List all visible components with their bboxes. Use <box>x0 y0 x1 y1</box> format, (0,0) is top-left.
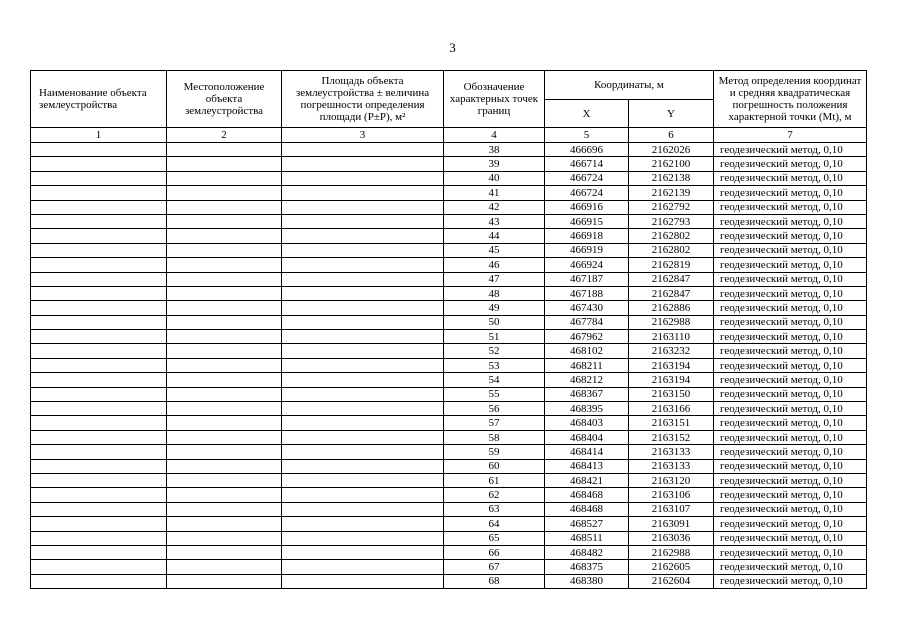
column-index: 5 <box>545 128 629 143</box>
table-row <box>31 272 867 286</box>
object-name-cell <box>31 531 167 545</box>
object-name-cell <box>31 459 167 473</box>
column-index: 6 <box>629 128 714 143</box>
location-cell <box>167 229 282 243</box>
method-cell: геодезический метод, 0,10 <box>714 286 867 300</box>
table-row <box>31 373 867 387</box>
location-cell <box>167 286 282 300</box>
point-number-cell: 50 <box>444 315 545 329</box>
table-row <box>31 473 867 487</box>
location-cell <box>167 258 282 272</box>
table-row <box>31 430 867 444</box>
x-coordinate-cell: 467784 <box>545 315 629 329</box>
object-name-cell <box>31 502 167 516</box>
x-coordinate-cell: 468395 <box>545 402 629 416</box>
y-coordinate-cell: 2162793 <box>629 214 714 228</box>
y-coordinate-cell: 2162604 <box>629 574 714 588</box>
method-cell: геодезический метод, 0,10 <box>714 229 867 243</box>
method-cell: геодезический метод, 0,10 <box>714 502 867 516</box>
area-cell <box>282 330 444 344</box>
table-row <box>31 157 867 171</box>
method-cell: геодезический метод, 0,10 <box>714 301 867 315</box>
area-cell <box>282 502 444 516</box>
location-cell <box>167 545 282 559</box>
table-row <box>31 502 867 516</box>
y-coordinate-cell: 2162819 <box>629 258 714 272</box>
location-cell <box>167 330 282 344</box>
object-name-cell <box>31 445 167 459</box>
header-x: X <box>545 100 629 128</box>
table-row <box>31 545 867 559</box>
y-coordinate-cell: 2163106 <box>629 488 714 502</box>
method-cell: геодезический метод, 0,10 <box>714 373 867 387</box>
y-coordinate-cell: 2163036 <box>629 531 714 545</box>
header-point-designation: Обозначение характерных точек границ <box>444 71 545 128</box>
point-number-cell: 68 <box>444 574 545 588</box>
location-cell <box>167 574 282 588</box>
area-cell <box>282 402 444 416</box>
header-object-name: Наименование объекта землеустройства <box>31 71 167 128</box>
point-number-cell: 59 <box>444 445 545 459</box>
object-name-cell <box>31 243 167 257</box>
object-name-cell <box>31 358 167 372</box>
x-coordinate-cell: 468212 <box>545 373 629 387</box>
method-cell: геодезический метод, 0,10 <box>714 258 867 272</box>
object-name-cell <box>31 545 167 559</box>
area-cell <box>282 459 444 473</box>
location-cell <box>167 200 282 214</box>
area-cell <box>282 574 444 588</box>
point-number-cell: 62 <box>444 488 545 502</box>
point-number-cell: 39 <box>444 157 545 171</box>
y-coordinate-cell: 2163151 <box>629 416 714 430</box>
y-coordinate-cell: 2163152 <box>629 430 714 444</box>
y-coordinate-cell: 2162988 <box>629 315 714 329</box>
location-cell <box>167 387 282 401</box>
table-row <box>31 402 867 416</box>
x-coordinate-cell: 468380 <box>545 574 629 588</box>
location-cell <box>167 473 282 487</box>
object-name-cell <box>31 258 167 272</box>
area-cell <box>282 488 444 502</box>
point-number-cell: 54 <box>444 373 545 387</box>
location-cell <box>167 517 282 531</box>
method-cell: геодезический метод, 0,10 <box>714 402 867 416</box>
point-number-cell: 60 <box>444 459 545 473</box>
x-coordinate-cell: 468413 <box>545 459 629 473</box>
method-cell: геодезический метод, 0,10 <box>714 143 867 157</box>
object-name-cell <box>31 574 167 588</box>
area-cell <box>282 286 444 300</box>
location-cell <box>167 488 282 502</box>
y-coordinate-cell: 2163091 <box>629 517 714 531</box>
table-row <box>31 344 867 358</box>
object-name-cell <box>31 272 167 286</box>
point-number-cell: 52 <box>444 344 545 358</box>
point-number-cell: 40 <box>444 171 545 185</box>
x-coordinate-cell: 468102 <box>545 344 629 358</box>
area-cell <box>282 157 444 171</box>
table-row <box>31 186 867 200</box>
point-number-cell: 45 <box>444 243 545 257</box>
location-cell <box>167 459 282 473</box>
method-cell: геодезический метод, 0,10 <box>714 387 867 401</box>
table-body <box>31 143 867 589</box>
object-name-cell <box>31 186 167 200</box>
y-coordinate-cell: 2163232 <box>629 344 714 358</box>
location-cell <box>167 344 282 358</box>
method-cell: геодезический метод, 0,10 <box>714 330 867 344</box>
y-coordinate-cell: 2162886 <box>629 301 714 315</box>
location-cell <box>167 416 282 430</box>
location-cell <box>167 143 282 157</box>
table-row <box>31 243 867 257</box>
x-coordinate-cell: 466915 <box>545 214 629 228</box>
point-number-cell: 57 <box>444 416 545 430</box>
table-row <box>31 531 867 545</box>
y-coordinate-cell: 2163107 <box>629 502 714 516</box>
y-coordinate-cell: 2162100 <box>629 157 714 171</box>
y-coordinate-cell: 2162988 <box>629 545 714 559</box>
object-name-cell <box>31 430 167 444</box>
table-row <box>31 387 867 401</box>
location-cell <box>167 186 282 200</box>
y-coordinate-cell: 2163166 <box>629 402 714 416</box>
object-name-cell <box>31 286 167 300</box>
y-coordinate-cell: 2162138 <box>629 171 714 185</box>
location-cell <box>167 531 282 545</box>
point-number-cell: 65 <box>444 531 545 545</box>
area-cell <box>282 387 444 401</box>
location-cell <box>167 358 282 372</box>
method-cell: геодезический метод, 0,10 <box>714 430 867 444</box>
method-cell: геодезический метод, 0,10 <box>714 545 867 559</box>
table-row <box>31 459 867 473</box>
x-coordinate-cell: 468468 <box>545 488 629 502</box>
method-cell: геодезический метод, 0,10 <box>714 517 867 531</box>
point-number-cell: 64 <box>444 517 545 531</box>
point-number-cell: 63 <box>444 502 545 516</box>
area-cell <box>282 171 444 185</box>
x-coordinate-cell: 466916 <box>545 200 629 214</box>
table-row <box>31 143 867 157</box>
area-cell <box>282 517 444 531</box>
object-name-cell <box>31 517 167 531</box>
method-cell: геодезический метод, 0,10 <box>714 186 867 200</box>
area-cell <box>282 416 444 430</box>
area-cell <box>282 301 444 315</box>
location-cell <box>167 560 282 574</box>
table-row <box>31 560 867 574</box>
table-row <box>31 488 867 502</box>
object-name-cell <box>31 143 167 157</box>
y-coordinate-cell: 2163194 <box>629 373 714 387</box>
y-coordinate-cell: 2163133 <box>629 459 714 473</box>
x-coordinate-cell: 466724 <box>545 171 629 185</box>
location-cell <box>167 402 282 416</box>
area-cell <box>282 560 444 574</box>
point-number-cell: 53 <box>444 358 545 372</box>
location-cell <box>167 445 282 459</box>
table-row <box>31 358 867 372</box>
method-cell: геодезический метод, 0,10 <box>714 315 867 329</box>
point-number-cell: 41 <box>444 186 545 200</box>
y-coordinate-cell: 2163110 <box>629 330 714 344</box>
y-coordinate-cell: 2162139 <box>629 186 714 200</box>
point-number-cell: 43 <box>444 214 545 228</box>
location-cell <box>167 430 282 444</box>
table-row <box>31 171 867 185</box>
method-cell: геодезический метод, 0,10 <box>714 358 867 372</box>
object-name-cell <box>31 387 167 401</box>
point-number-cell: 44 <box>444 229 545 243</box>
column-index: 3 <box>282 128 444 143</box>
object-name-cell <box>31 200 167 214</box>
table-row <box>31 416 867 430</box>
point-number-cell: 56 <box>444 402 545 416</box>
point-number-cell: 38 <box>444 143 545 157</box>
table-row <box>31 315 867 329</box>
x-coordinate-cell: 468414 <box>545 445 629 459</box>
x-coordinate-cell: 467188 <box>545 286 629 300</box>
object-name-cell <box>31 416 167 430</box>
y-coordinate-cell: 2162802 <box>629 229 714 243</box>
method-cell: геодезический метод, 0,10 <box>714 574 867 588</box>
location-cell <box>167 171 282 185</box>
x-coordinate-cell: 468511 <box>545 531 629 545</box>
table-row <box>31 445 867 459</box>
location-cell <box>167 373 282 387</box>
y-coordinate-cell: 2162026 <box>629 143 714 157</box>
header-method-line3: погрешность положения <box>732 99 848 111</box>
x-coordinate-cell: 466919 <box>545 243 629 257</box>
header-area: Площадь объекта землеустройства ± величина погрешности определения площади (P±P), м² <box>282 71 444 128</box>
method-cell: геодезический метод, 0,10 <box>714 473 867 487</box>
object-name-cell <box>31 229 167 243</box>
x-coordinate-cell: 466696 <box>545 143 629 157</box>
point-number-cell: 67 <box>444 560 545 574</box>
x-coordinate-cell: 468367 <box>545 387 629 401</box>
coordinates-table-container <box>30 70 866 589</box>
y-coordinate-cell: 2163133 <box>629 445 714 459</box>
object-name-cell <box>31 330 167 344</box>
x-coordinate-cell: 468468 <box>545 502 629 516</box>
y-coordinate-cell: 2162847 <box>629 286 714 300</box>
method-cell: геодезический метод, 0,10 <box>714 459 867 473</box>
object-name-cell <box>31 560 167 574</box>
y-coordinate-cell: 2163120 <box>629 473 714 487</box>
object-name-cell <box>31 373 167 387</box>
coordinates-table <box>30 70 867 589</box>
area-cell <box>282 315 444 329</box>
point-number-cell: 46 <box>444 258 545 272</box>
method-cell: геодезический метод, 0,10 <box>714 214 867 228</box>
x-coordinate-cell: 466924 <box>545 258 629 272</box>
y-coordinate-cell: 2162802 <box>629 243 714 257</box>
object-name-cell <box>31 402 167 416</box>
header-method-line4: характерной точки (Mt), м <box>728 111 852 123</box>
object-name-cell <box>31 301 167 315</box>
object-name-cell <box>31 315 167 329</box>
header-method <box>714 71 867 128</box>
area-cell <box>282 186 444 200</box>
location-cell <box>167 243 282 257</box>
area-cell <box>282 545 444 559</box>
x-coordinate-cell: 467962 <box>545 330 629 344</box>
header-location: Местоположение объекта землеустройства <box>167 71 282 128</box>
x-coordinate-cell: 466918 <box>545 229 629 243</box>
table-row <box>31 301 867 315</box>
table-row <box>31 286 867 300</box>
table-header <box>31 71 867 143</box>
x-coordinate-cell: 468375 <box>545 560 629 574</box>
x-coordinate-cell: 468404 <box>545 430 629 444</box>
area-cell <box>282 430 444 444</box>
area-cell <box>282 373 444 387</box>
method-cell: геодезический метод, 0,10 <box>714 560 867 574</box>
table-row <box>31 330 867 344</box>
method-cell: геодезический метод, 0,10 <box>714 200 867 214</box>
header-method-line2: и средняя квадратическая <box>729 87 851 99</box>
y-coordinate-cell: 2163194 <box>629 358 714 372</box>
column-index-row <box>31 128 867 143</box>
area-cell <box>282 243 444 257</box>
area-cell <box>282 344 444 358</box>
x-coordinate-cell: 468421 <box>545 473 629 487</box>
x-coordinate-cell: 468482 <box>545 545 629 559</box>
table-row <box>31 229 867 243</box>
object-name-cell <box>31 171 167 185</box>
x-coordinate-cell: 467430 <box>545 301 629 315</box>
table-row <box>31 258 867 272</box>
area-cell <box>282 143 444 157</box>
location-cell <box>167 315 282 329</box>
method-cell: геодезический метод, 0,10 <box>714 344 867 358</box>
area-cell <box>282 214 444 228</box>
point-number-cell: 48 <box>444 286 545 300</box>
method-cell: геодезический метод, 0,10 <box>714 243 867 257</box>
area-cell <box>282 445 444 459</box>
y-coordinate-cell: 2162847 <box>629 272 714 286</box>
method-cell: геодезический метод, 0,10 <box>714 157 867 171</box>
x-coordinate-cell: 467187 <box>545 272 629 286</box>
x-coordinate-cell: 466724 <box>545 186 629 200</box>
method-cell: геодезический метод, 0,10 <box>714 445 867 459</box>
column-index: 7 <box>714 128 867 143</box>
table-row <box>31 200 867 214</box>
y-coordinate-cell: 2163150 <box>629 387 714 401</box>
table-row <box>31 214 867 228</box>
method-cell: геодезический метод, 0,10 <box>714 171 867 185</box>
y-coordinate-cell: 2162605 <box>629 560 714 574</box>
area-cell <box>282 200 444 214</box>
x-coordinate-cell: 468527 <box>545 517 629 531</box>
area-cell <box>282 258 444 272</box>
point-number-cell: 47 <box>444 272 545 286</box>
object-name-cell <box>31 344 167 358</box>
header-method-line1: Метод определения координат <box>718 75 862 87</box>
column-index: 4 <box>444 128 545 143</box>
area-cell <box>282 531 444 545</box>
column-index: 1 <box>31 128 167 143</box>
y-coordinate-cell: 2162792 <box>629 200 714 214</box>
point-number-cell: 58 <box>444 430 545 444</box>
point-number-cell: 66 <box>444 545 545 559</box>
area-cell <box>282 229 444 243</box>
header-y: Y <box>629 100 714 128</box>
point-number-cell: 51 <box>444 330 545 344</box>
x-coordinate-cell: 468211 <box>545 358 629 372</box>
x-coordinate-cell: 468403 <box>545 416 629 430</box>
object-name-cell <box>31 473 167 487</box>
point-number-cell: 49 <box>444 301 545 315</box>
location-cell <box>167 214 282 228</box>
point-number-cell: 42 <box>444 200 545 214</box>
location-cell <box>167 301 282 315</box>
location-cell <box>167 157 282 171</box>
table-row <box>31 517 867 531</box>
area-cell <box>282 272 444 286</box>
page-number: 3 <box>449 40 456 55</box>
area-cell <box>282 473 444 487</box>
header-coordinates: Координаты, м <box>545 71 714 100</box>
x-coordinate-cell: 466714 <box>545 157 629 171</box>
column-index: 2 <box>167 128 282 143</box>
object-name-cell <box>31 214 167 228</box>
method-cell: геодезический метод, 0,10 <box>714 416 867 430</box>
method-cell: геодезический метод, 0,10 <box>714 272 867 286</box>
table-row <box>31 574 867 588</box>
point-number-cell: 61 <box>444 473 545 487</box>
object-name-cell <box>31 157 167 171</box>
location-cell <box>167 272 282 286</box>
method-cell: геодезический метод, 0,10 <box>714 488 867 502</box>
location-cell <box>167 502 282 516</box>
object-name-cell <box>31 488 167 502</box>
method-cell: геодезический метод, 0,10 <box>714 531 867 545</box>
point-number-cell: 55 <box>444 387 545 401</box>
area-cell <box>282 358 444 372</box>
